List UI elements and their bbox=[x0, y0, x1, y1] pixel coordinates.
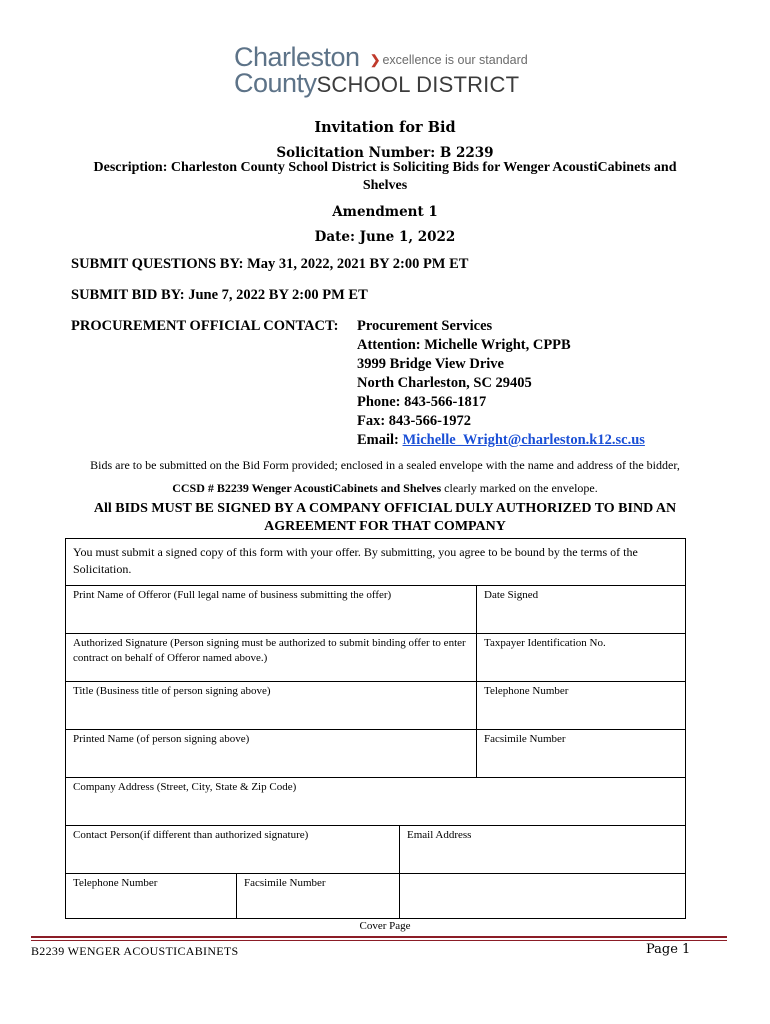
signature-requirement-line2: AGREEMENT FOR THAT COMPANY bbox=[264, 519, 506, 534]
logo-county-text: County bbox=[234, 68, 317, 98]
amendment: Amendment 1 bbox=[332, 204, 438, 220]
logo-tagline bbox=[370, 52, 528, 67]
footer-divider-thin bbox=[31, 940, 727, 941]
logo-school-district: SCHOOL DISTRICT bbox=[316, 72, 520, 97]
offeror-name-field[interactable]: Print Name of Offeror (Full legal name of business submitting the offer) bbox=[66, 585, 476, 633]
date-signed-field[interactable]: Date Signed bbox=[476, 585, 685, 633]
page-title: Invitation for Bid bbox=[314, 119, 456, 136]
footer-doc-name: B2239 WENGER ACOUSTICABINETS bbox=[31, 944, 239, 958]
envelope-notice-rest: clearly marked on the envelope. bbox=[441, 481, 598, 495]
contact-attention: Attention: Michelle Wright, CPPB bbox=[357, 337, 571, 353]
signature-requirement-line1: All BIDS MUST BE SIGNED BY A COMPANY OFFICIAL DULY AUTHORIZED TO BIND AN bbox=[93, 501, 677, 516]
logo-tagline-text: excellence is our standard bbox=[382, 53, 528, 67]
submit-bid-deadline: SUBMIT BID BY: June 7, 2022 BY 2:00 PM ET bbox=[71, 287, 368, 303]
contact-label: PROCUREMENT OFFICIAL CONTACT: bbox=[71, 318, 339, 334]
description-line2: Shelves bbox=[362, 178, 408, 193]
contact-person-field[interactable]: Contact Person(if different than authorized signature) bbox=[66, 825, 399, 873]
taxpayer-id-field[interactable]: Taxpayer Identification No. bbox=[476, 633, 685, 681]
chevron-right-icon: ❯ bbox=[370, 53, 381, 67]
contact-fax: Fax: 843-566-1972 bbox=[357, 413, 471, 429]
contact-telephone-field[interactable]: Telephone Number bbox=[66, 873, 236, 918]
contact-email-label: Email: bbox=[357, 432, 403, 448]
issue-date: Date: June 1, 2022 bbox=[314, 229, 456, 245]
contact-email-link[interactable]: Michelle_Wright@charleston.k12.sc.us bbox=[402, 432, 645, 448]
bid-form-table bbox=[65, 538, 686, 919]
envelope-label: CCSD # B2239 Wenger AcoustiCabinets and Shelves bbox=[172, 481, 442, 495]
submit-questions-deadline: SUBMIT QUESTIONS BY: May 31, 2022, 2021 BY 2:00 PM ET bbox=[71, 256, 469, 272]
form-intro: You must submit a signed copy of this form with your offer. By submitting, you agree to be bound by the terms of the Solicitation. bbox=[73, 545, 638, 576]
contact-department: Procurement Services bbox=[357, 318, 493, 334]
authorized-signature-field[interactable]: Authorized Signature (Person signing must be authorized to submit binding offer to enter contract on behalf of Offeror named above.) bbox=[66, 633, 476, 681]
envelope-notice bbox=[0, 481, 770, 496]
company-address-field[interactable]: Company Address (Street, City, State & Zip Code) bbox=[66, 777, 685, 825]
contact-email-row bbox=[357, 432, 645, 449]
cover-page-label: Cover Page bbox=[359, 920, 411, 932]
contact-phone: Phone: 843-566-1817 bbox=[357, 394, 487, 410]
solicitation-number: Solicitation Number: B 2239 bbox=[276, 145, 494, 161]
footer-divider bbox=[31, 936, 727, 938]
facsimile-field[interactable]: Facsimile Number bbox=[476, 729, 685, 777]
printed-name-field[interactable]: Printed Name (of person signing above) bbox=[66, 729, 476, 777]
logo-charleston: Charleston bbox=[234, 42, 360, 72]
logo-county bbox=[234, 68, 519, 99]
telephone-field[interactable]: Telephone Number bbox=[476, 681, 685, 729]
contact-address1: 3999 Bridge View Drive bbox=[357, 356, 504, 372]
contact-address2: North Charleston, SC 29405 bbox=[357, 375, 532, 391]
title-field[interactable]: Title (Business title of person signing above) bbox=[66, 681, 476, 729]
submission-notice: Bids are to be submitted on the Bid Form provided; enclosed in a sealed envelope with the name and address of the bidder, bbox=[90, 458, 680, 472]
blank-field[interactable] bbox=[399, 873, 685, 918]
contact-facsimile-field[interactable]: Facsimile Number bbox=[236, 873, 399, 918]
email-address-field[interactable]: Email Address bbox=[399, 825, 685, 873]
page-number: Page 1 bbox=[646, 942, 691, 957]
description-line1: Description: Charleston County School District is Soliciting Bids for Wenger AcoustiCabinets and bbox=[93, 160, 677, 175]
